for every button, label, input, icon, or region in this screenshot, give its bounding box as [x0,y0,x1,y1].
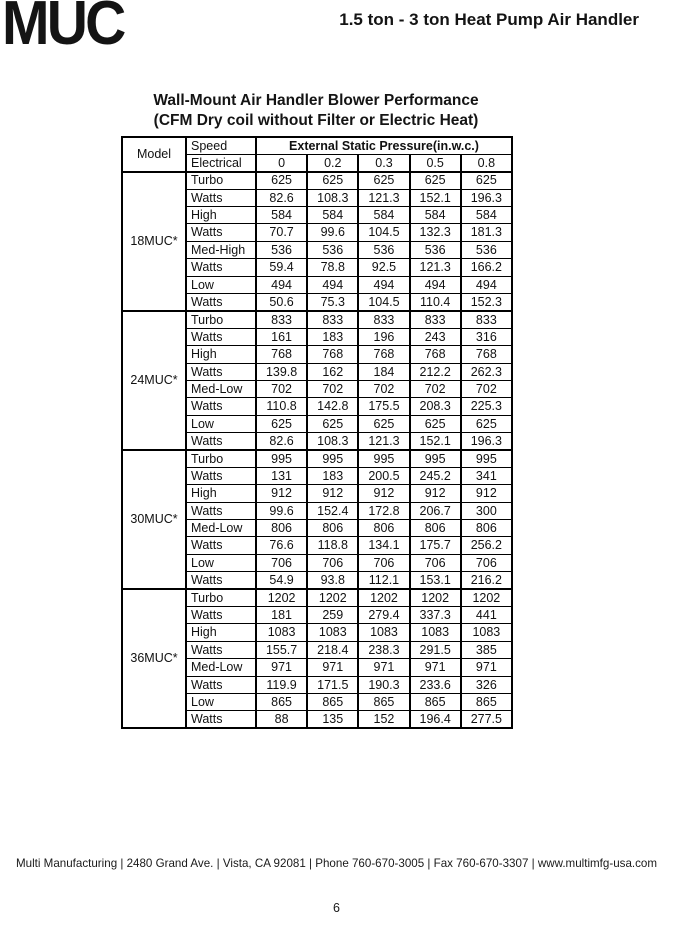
value-cell: 142.8 [307,398,358,415]
value-cell: 175.7 [410,537,461,554]
value-cell: 1083 [461,624,512,641]
value-cell: 88 [256,711,307,728]
value-cell: 196.4 [410,711,461,728]
value-cell: 833 [256,311,307,328]
value-cell: 238.3 [358,641,409,658]
value-cell: 78.8 [307,259,358,276]
value-cell: 181 [256,607,307,624]
value-cell: 806 [461,520,512,537]
speed-label-cell: Turbo [186,311,256,328]
value-cell: 625 [358,415,409,432]
value-cell: 172.8 [358,502,409,519]
value-cell: 806 [358,520,409,537]
value-cell: 702 [410,380,461,397]
pressure-header-0.3: 0.3 [358,154,409,171]
value-cell: 833 [461,311,512,328]
value-cell: 196.3 [461,189,512,206]
value-cell: 768 [256,346,307,363]
value-cell: 121.3 [358,189,409,206]
speed-label-cell: Watts [186,363,256,380]
value-cell: 99.6 [256,502,307,519]
speed-label-cell: Watts [186,607,256,624]
table-header-row-1 [122,137,512,154]
value-cell: 625 [256,172,307,189]
value-cell: 262.3 [461,363,512,380]
speed-label-cell: High [186,346,256,363]
value-cell: 865 [461,694,512,711]
value-cell: 536 [256,241,307,258]
value-cell: 112.1 [358,572,409,589]
value-cell: 92.5 [358,259,409,276]
external-static-pressure-header: External Static Pressure(in.w.c.) [256,137,512,154]
value-cell: 196.3 [461,433,512,450]
speed-label-cell: Watts [186,641,256,658]
model-column-header: Model [122,137,186,172]
value-cell: 912 [410,485,461,502]
value-cell: 494 [410,276,461,293]
value-cell: 584 [307,207,358,224]
value-cell: 625 [461,172,512,189]
value-cell: 132.3 [410,224,461,241]
value-cell: 82.6 [256,189,307,206]
value-cell: 279.4 [358,607,409,624]
value-cell: 536 [358,241,409,258]
muc-logo: MUC [2,0,124,58]
speed-label-cell: Watts [186,433,256,450]
speed-label-cell: Turbo [186,589,256,606]
value-cell: 196 [358,328,409,345]
value-cell: 971 [410,659,461,676]
pressure-header-0.5: 0.5 [410,154,461,171]
value-cell: 183 [307,467,358,484]
value-cell: 184 [358,363,409,380]
speed-label-cell: Watts [186,502,256,519]
speed-column-header: Speed [186,137,256,154]
speed-label-cell: Watts [186,572,256,589]
value-cell: 702 [256,380,307,397]
value-cell: 1083 [256,624,307,641]
value-cell: 108.3 [307,189,358,206]
value-cell: 75.3 [307,294,358,311]
value-cell: 1202 [358,589,409,606]
value-cell: 245.2 [410,467,461,484]
value-cell: 243 [410,328,461,345]
value-cell: 584 [461,207,512,224]
value-cell: 135 [307,711,358,728]
footer-contact-info: Multi Manufacturing | 2480 Grand Ave. | Vista, CA 92081 | Phone 760-670-3005 | Fax 760-670-3307 | www.multimfg-usa.com [15,857,658,870]
value-cell: 768 [307,346,358,363]
value-cell: 139.8 [256,363,307,380]
speed-label-cell: High [186,624,256,641]
value-cell: 208.3 [410,398,461,415]
value-cell: 971 [307,659,358,676]
table-row [122,311,512,328]
value-cell: 161 [256,328,307,345]
value-cell: 865 [307,694,358,711]
speed-label-cell: Watts [186,259,256,276]
model-cell: 18MUC* [122,172,186,311]
value-cell: 865 [256,694,307,711]
speed-label-cell: Watts [186,189,256,206]
value-cell: 152.1 [410,433,461,450]
value-cell: 152.3 [461,294,512,311]
value-cell: 212.2 [410,363,461,380]
speed-label-cell: Watts [186,294,256,311]
value-cell: 912 [307,485,358,502]
value-cell: 706 [461,554,512,571]
value-cell: 706 [307,554,358,571]
value-cell: 59.4 [256,259,307,276]
value-cell: 768 [358,346,409,363]
value-cell: 806 [410,520,461,537]
value-cell: 119.9 [256,676,307,693]
value-cell: 200.5 [358,467,409,484]
value-cell: 702 [307,380,358,397]
value-cell: 104.5 [358,294,409,311]
value-cell: 768 [461,346,512,363]
value-cell: 494 [307,276,358,293]
speed-label-cell: Watts [186,676,256,693]
speed-label-cell: Watts [186,537,256,554]
value-cell: 1202 [307,589,358,606]
value-cell: 256.2 [461,537,512,554]
value-cell: 82.6 [256,433,307,450]
value-cell: 833 [410,311,461,328]
value-cell: 1083 [410,624,461,641]
value-cell: 536 [307,241,358,258]
speed-label-cell: Turbo [186,450,256,467]
value-cell: 152.1 [410,189,461,206]
value-cell: 536 [461,241,512,258]
value-cell: 259 [307,607,358,624]
pressure-header-0.8: 0.8 [461,154,512,171]
value-cell: 104.5 [358,224,409,241]
value-cell: 625 [410,415,461,432]
value-cell: 806 [307,520,358,537]
value-cell: 76.6 [256,537,307,554]
value-cell: 441 [461,607,512,624]
value-cell: 625 [461,415,512,432]
value-cell: 706 [256,554,307,571]
value-cell: 108.3 [307,433,358,450]
value-cell: 706 [410,554,461,571]
value-cell: 110.8 [256,398,307,415]
blower-performance-table [121,136,513,729]
speed-label-cell: Watts [186,224,256,241]
value-cell: 216.2 [461,572,512,589]
pressure-header-0: 0 [256,154,307,171]
speed-label-cell: Low [186,276,256,293]
value-cell: 183 [307,328,358,345]
value-cell: 134.1 [358,537,409,554]
value-cell: 1202 [461,589,512,606]
value-cell: 225.3 [461,398,512,415]
value-cell: 218.4 [307,641,358,658]
value-cell: 865 [358,694,409,711]
value-cell: 971 [358,659,409,676]
speed-label-cell: Med-Low [186,520,256,537]
model-cell: 36MUC* [122,589,186,728]
value-cell: 833 [358,311,409,328]
value-cell: 1202 [256,589,307,606]
speed-label-cell: Med-High [186,241,256,258]
table-row [122,172,512,189]
value-cell: 971 [461,659,512,676]
value-cell: 385 [461,641,512,658]
value-cell: 233.6 [410,676,461,693]
value-cell: 341 [461,467,512,484]
speed-label-cell: High [186,485,256,502]
speed-label-cell: Watts [186,398,256,415]
value-cell: 99.6 [307,224,358,241]
speed-label-cell: Med-Low [186,659,256,676]
value-cell: 625 [256,415,307,432]
value-cell: 190.3 [358,676,409,693]
value-cell: 702 [358,380,409,397]
table-title-line2: (CFM Dry coil without Filter or Electric Heat) [153,112,479,129]
value-cell: 806 [256,520,307,537]
blower-performance-block [121,91,511,729]
page-number: 6 [333,901,340,915]
value-cell: 912 [256,485,307,502]
speed-label-cell: Watts [186,328,256,345]
value-cell: 995 [358,450,409,467]
value-cell: 706 [358,554,409,571]
value-cell: 584 [256,207,307,224]
value-cell: 152.4 [307,502,358,519]
speed-label-cell: Low [186,554,256,571]
model-cell: 30MUC* [122,450,186,589]
table-row [122,589,512,606]
value-cell: 1202 [410,589,461,606]
speed-label-cell: Turbo [186,172,256,189]
value-cell: 912 [461,485,512,502]
value-cell: 300 [461,502,512,519]
value-cell: 171.5 [307,676,358,693]
model-cell: 24MUC* [122,311,186,450]
value-cell: 337.3 [410,607,461,624]
value-cell: 121.3 [410,259,461,276]
value-cell: 1083 [358,624,409,641]
value-cell: 865 [410,694,461,711]
value-cell: 121.3 [358,433,409,450]
speed-label-cell: Low [186,415,256,432]
value-cell: 206.7 [410,502,461,519]
value-cell: 584 [358,207,409,224]
value-cell: 494 [461,276,512,293]
document-title: 1.5 ton - 3 ton Heat Pump Air Handler [339,10,639,29]
value-cell: 625 [358,172,409,189]
value-cell: 110.4 [410,294,461,311]
value-cell: 625 [410,172,461,189]
speed-label-cell: Watts [186,711,256,728]
value-cell: 175.5 [358,398,409,415]
value-cell: 291.5 [410,641,461,658]
value-cell: 768 [410,346,461,363]
value-cell: 131 [256,467,307,484]
speed-label-cell: Low [186,694,256,711]
value-cell: 995 [461,450,512,467]
value-cell: 277.5 [461,711,512,728]
speed-label-cell: High [186,207,256,224]
value-cell: 50.6 [256,294,307,311]
value-cell: 155.7 [256,641,307,658]
value-cell: 912 [358,485,409,502]
table-row [122,450,512,467]
value-cell: 995 [256,450,307,467]
value-cell: 166.2 [461,259,512,276]
value-cell: 181.3 [461,224,512,241]
value-cell: 833 [307,311,358,328]
value-cell: 118.8 [307,537,358,554]
value-cell: 625 [307,172,358,189]
value-cell: 625 [307,415,358,432]
speed-label-cell: Watts [186,467,256,484]
value-cell: 494 [256,276,307,293]
value-cell: 326 [461,676,512,693]
value-cell: 93.8 [307,572,358,589]
value-cell: 162 [307,363,358,380]
value-cell: 995 [410,450,461,467]
value-cell: 702 [461,380,512,397]
value-cell: 971 [256,659,307,676]
speed-label-cell: Med-Low [186,380,256,397]
value-cell: 536 [410,241,461,258]
pressure-header-0.2: 0.2 [307,154,358,171]
value-cell: 152 [358,711,409,728]
value-cell: 1083 [307,624,358,641]
value-cell: 584 [410,207,461,224]
table-title-line1: Wall-Mount Air Handler Blower Performance [153,92,479,109]
value-cell: 316 [461,328,512,345]
value-cell: 494 [358,276,409,293]
value-cell: 70.7 [256,224,307,241]
electrical-header: Electrical [186,154,256,171]
value-cell: 995 [307,450,358,467]
value-cell: 54.9 [256,572,307,589]
value-cell: 153.1 [410,572,461,589]
